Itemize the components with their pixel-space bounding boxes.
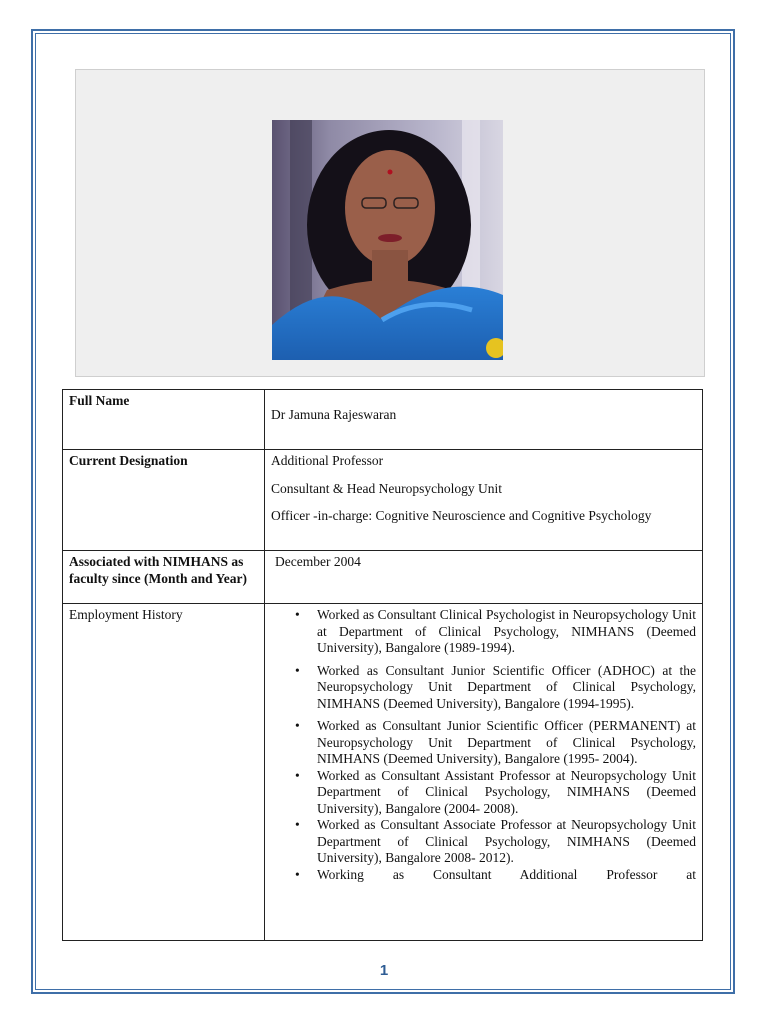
designation-label: Current Designation <box>63 450 265 551</box>
profile-photo <box>272 120 503 360</box>
photo-panel <box>75 69 705 377</box>
list-item: • Worked as Consultant Junior Scientific Officer (PERMANENT) at Neuropsychology Unit Department of Clinical Psychology, NIMHANS (Deemed University), Bangalore (1995- 2004). <box>317 718 696 768</box>
employment-history-label: Employment History <box>63 604 265 941</box>
table-row <box>63 390 703 450</box>
designation-item: Consultant & Head Neuropsychology Unit <box>271 480 502 496</box>
list-item: • Worked as Consultant Assistant Professor at Neuropsychology Unit Department of Clinical Psychology, NIMHANS (Deemed University), Bangalore (2004- 2008). <box>317 768 696 818</box>
table-row <box>63 604 703 941</box>
full-name-label: Full Name <box>63 390 265 450</box>
list-item: • Worked as Consultant Associate Professor at Neuropsychology Unit Department of Clinical Psychology, NIMHANS (Deemed University), Bangalore 2008- 2012). <box>317 817 696 867</box>
employment-history-value <box>265 604 703 941</box>
associated-since-value: December 2004 <box>265 551 703 604</box>
page-number: 1 <box>379 962 389 979</box>
list-item: • Working as Consultant Additional Professor at <box>317 867 696 884</box>
table-row <box>63 450 703 551</box>
full-name-value: Dr Jamuna Rajeswaran <box>265 390 703 450</box>
employment-history-list <box>271 607 696 883</box>
designation-item: Officer -in-charge: Cognitive Neuroscience and Cognitive Psychology <box>271 508 652 523</box>
designation-value <box>265 450 703 551</box>
associated-since-label: Associated with NIMHANS as faculty since (Month and Year) <box>63 551 265 604</box>
list-item: • Worked as Consultant Junior Scientific Officer (ADHOC) at the Neuropsychology Unit Department of Clinical Psychology, NIMHANS (Deemed University), Bangalore (1994-1995). <box>317 663 696 713</box>
profile-table <box>62 389 703 941</box>
list-item: • Worked as Consultant Clinical Psychologist in Neuropsychology Unit at Department of Clinical Psychology, NIMHANS (Deemed University), Bangalore (1989-1994). <box>317 607 696 657</box>
table-row <box>63 551 703 604</box>
designation-item: Additional Professor <box>271 453 384 468</box>
